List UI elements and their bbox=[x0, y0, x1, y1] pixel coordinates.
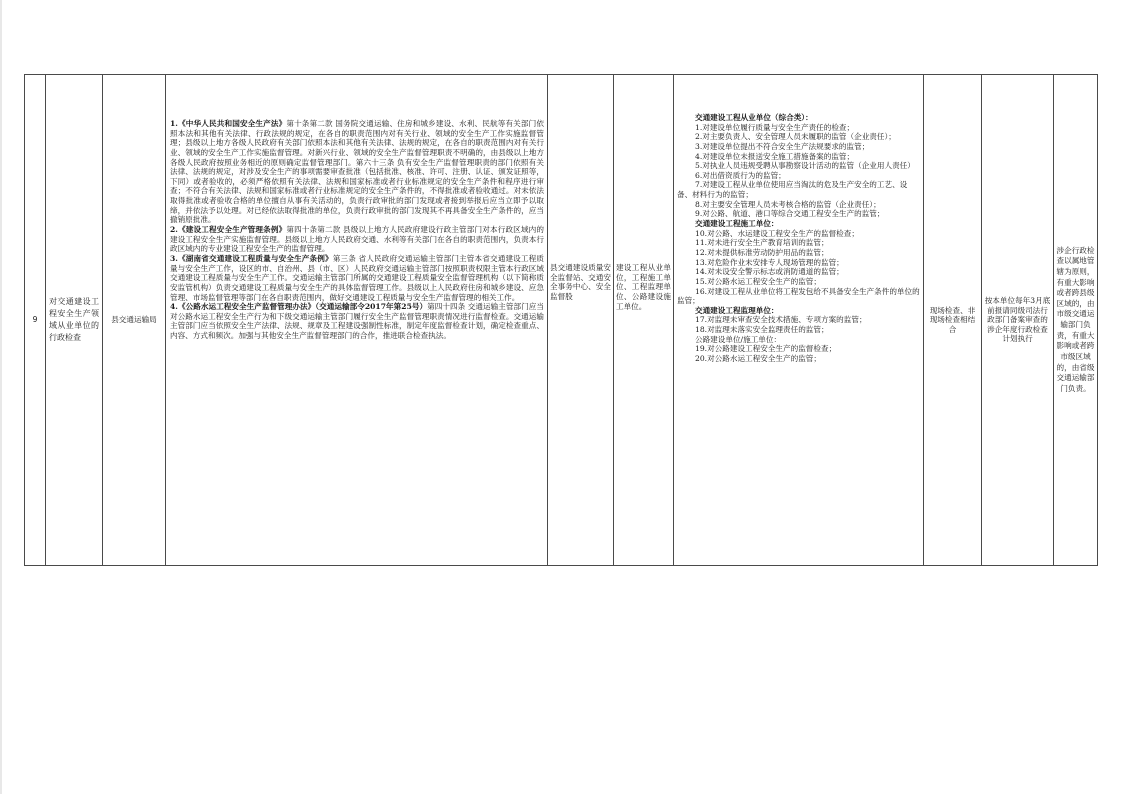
law-title: 4.《公路水运工程安全生产监督管理办法》（交通运输部令2017年第25号） bbox=[170, 302, 428, 312]
list-item: 4.对建设单位未报送安全施工措施备案的监管； bbox=[695, 151, 855, 161]
inspection-method: 现场检查、非现场检查相结合 bbox=[924, 75, 982, 566]
inspection-frequency: 按本单位每年3月底前报请同级司法行政部门备案审查的涉企年度行政检查计划执行 bbox=[982, 75, 1054, 566]
list-item: 公路建设单位/施工单位： bbox=[695, 334, 782, 344]
list-item: 19.对公路建设工程安全生产的监督检查； bbox=[695, 344, 837, 354]
law-entry bbox=[170, 225, 544, 254]
list-item: 18.对监理未落实安全监理责任的监管； bbox=[695, 325, 829, 335]
law-entry bbox=[170, 119, 544, 225]
inspection-item: 对交通建设工程安全生产领域从业单位的行政检查 bbox=[46, 75, 103, 566]
list-item: 8.对主要安全管理人员未考核合格的监管（企业责任）； bbox=[695, 199, 881, 209]
law-body: 第四十四条 交通运输主管部门应当对公路水运工程安全生产行为和下级交通运输主管部门履行安全生产监督管理职责情况进行监督检查。交通运输主管部门应当依照安全生产法律、法规、规章及工程建设强制性标准，制定年度监督检查计划，确定检查重点、内容、方式和频次。加强与其他安全生产监督管理部门的合作，推进联合检查执法。 bbox=[170, 302, 544, 341]
list-item: 10.对公路、水运建设工程安全生产的监督检查； bbox=[695, 228, 859, 238]
implementing-unit: 县交通建设质量安全监督站、交通安全事务中心、安全监督股 bbox=[548, 75, 614, 566]
list-item: 11.对未进行安全生产教育培训的监管； bbox=[695, 238, 829, 248]
list-item: 12.对未提供标准劳动防护用品的监管； bbox=[695, 247, 829, 257]
list-item: 20.对公路水运工程安全生产的监管； bbox=[695, 354, 821, 364]
list-item: 14.对未设安全警示标志或消防通道的监管； bbox=[695, 267, 844, 277]
list-item: 7.对建设工程从业单位使用应当淘汰的危及生产安全的工艺、设备、材料行为的监管； bbox=[677, 180, 908, 200]
section-heading: 交通建设工程监理单位： bbox=[695, 305, 779, 315]
list-item: 5.对执业人员违规受聘从事勘察设计活动的监管（企业用人责任） bbox=[695, 161, 915, 171]
inspection-targets: 建设工程从业单位，工程施工单位、工程监理单位、公路建设施工单位。 bbox=[614, 75, 674, 566]
law-entry bbox=[170, 302, 544, 341]
list-item: 15.对公路水运工程安全生产的监管； bbox=[695, 276, 821, 286]
row-number: 9 bbox=[25, 75, 46, 566]
list-item: 3.对建设单位提出不符合安全生产法规要求的监管； bbox=[695, 141, 870, 151]
inspection-content bbox=[674, 75, 924, 566]
law-title: 3.《湖南省交通建设工程质量与安全生产条例》 bbox=[170, 253, 333, 263]
list-item: 16.对建设工程从业单位将工程发包给不具备安全生产条件的单位的监管； bbox=[677, 286, 920, 306]
section-heading: 交通建设工程施工单位： bbox=[695, 219, 779, 229]
list-item: 13.对危险作业未安排专人现场管理的监管； bbox=[695, 257, 844, 267]
list-item: 1.对建设单位履行质量与安全生产责任的检查； bbox=[695, 122, 855, 132]
law-body: 第十条第二款 国务院交通运输、住房和城乡建设、水利、民航等有关部门依照本法和其他有关法律、行政法规的规定，在各自的职责范围内对有关行业、领域的安全生产工作实施监督管理；县级以上地方各级人民政府有关部门依照本法和其他有关法律、法规的规定，在各自的职责范围内对有关行业、领域的安全生产工作实施监督管理。对新兴行业、领域的安全生产监督管理职责不明确的，由县级以上地方各级人民政府按照业务相近的原则确定监督管理部门。第六十三条 负有安全生产监督管理职责的部门依照有关法律、法规的规定，对涉及安全生产的事项需要审查批准（包括批准、核准、许可、注册、认证、颁发证照等，下同）或者验收的，必须严格依照有关法律、法规和国家标准或者行业标准规定的安全生产条件和程序进行审查；不符合有关法律、法规和国家标准或者行业标准规定的安全生产条件的，不得批准或者验收通过。对未依法取得批准或者验收合格的单位擅自从事有关活动的，负责行政审批的部门发现或者接到举报后应当立即予以取缔，并依法予以处理。对已经依法取得批准的单位，负责行政审批的部门发现其不再具备安全生产条件的，应当撤销原批准。 bbox=[170, 119, 544, 225]
list-item: 6.对出借资质行为的监管； bbox=[695, 170, 786, 180]
list-item: 2.对主要负责人、安全管理人员未履职的监管（企业责任）； bbox=[695, 132, 896, 142]
list-item: 9.对公路、航道、港口等综合交通工程安全生产的监管； bbox=[695, 209, 885, 219]
department: 县交通运输局 bbox=[103, 75, 166, 566]
law-title: 1.《中华人民共和国安全生产法》 bbox=[170, 119, 287, 128]
remarks: 涉企行政检查以属地管辖为原则，有重大影响或者跨县级区域的，由市级交通运输部门负责，有重大影响或者跨市级区域的，由省级交通运输部门负责。 bbox=[1054, 75, 1098, 566]
legal-basis bbox=[166, 75, 548, 566]
inspection-table bbox=[24, 74, 1098, 566]
section-heading: 交通建设工程从业单位（综合类）： bbox=[695, 113, 813, 122]
list-item: 17.对监理未审查安全技术措施、专项方案的监管； bbox=[695, 315, 867, 325]
law-body: 第三条 省人民政府交通运输主管部门主管本省交通建设工程质量与安全生产工作，设区的市、自治州、县（市、区）人民政府交通运输主管部门按照职责权限主管本行政区域交通建设工程质量与安全生产工作。交通运输主管部门所属的交通建设工程质量安全监督管理机构（以下简称质安监管机构）负责交通建设工程质量与安全生产的具体监督管理工作。县级以上人民政府住房和城乡建设、应急管理、市场监督管理等部门在各自职责范围内，做好交通建设工程质量与安全生产监督管理的相关工作。 bbox=[170, 253, 544, 302]
law-title: 2.《建设工程安全生产管理条例》 bbox=[170, 225, 287, 235]
law-body: 第四十条第二款 县级以上地方人民政府建设行政主管部门对本行政区域内的建设工程安全生产实施监督管理。县级以上地方人民政府交通、水利等有关部门在各自的职责范围内，负责本行政区域内的专业建设工程安全生产的监督管理。 bbox=[170, 225, 544, 254]
table-row bbox=[25, 75, 1098, 566]
law-entry bbox=[170, 254, 544, 302]
